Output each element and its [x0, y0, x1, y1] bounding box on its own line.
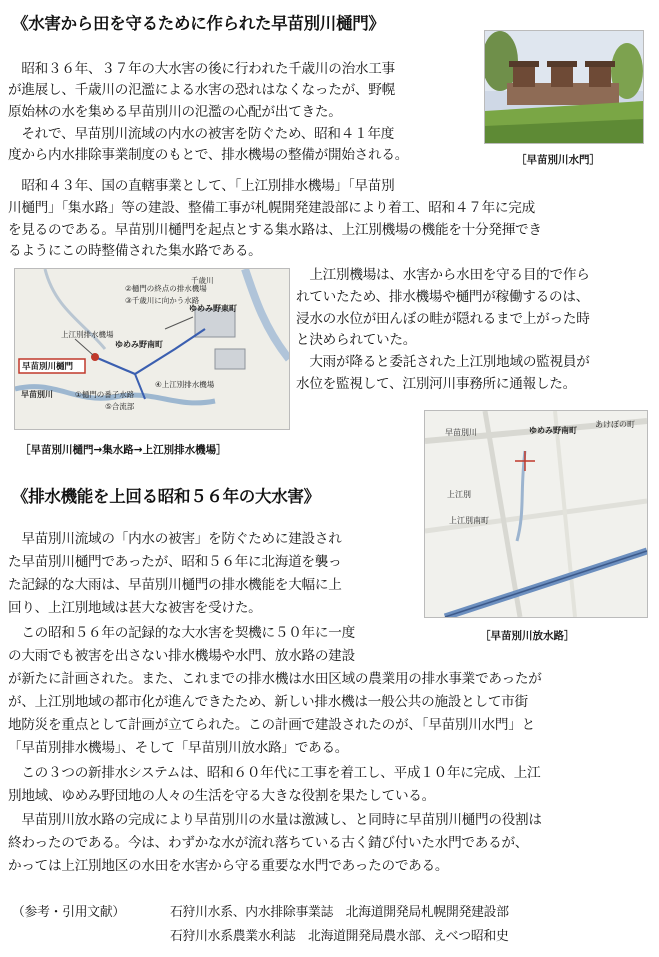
s2-line-11: この３つの新排水システムは、昭和６０年代に工事を着工し、平成１０年に完成、上江: [8, 765, 541, 781]
s2-line-14: 終わったのである。今は、わずかな水が流れ落ちている古く錆び付いた水門であるが、: [8, 835, 529, 851]
s1-line-14: 大雨が降ると委託された上江別地域の監視員が: [296, 354, 590, 370]
s2-line-6: の大雨でも被害を出さない排水機場や水門、放水路の建設: [8, 648, 355, 664]
map1-label-n1: ①樋門の番子水路: [75, 390, 135, 399]
map1-label-yumemino2: ゆめみ野南町: [115, 340, 163, 349]
references-label: （参考・引用文献）: [12, 905, 125, 920]
s2-line-15: かっては上江別地区の水田を水害から守る重要な水門であったのである。: [8, 858, 449, 874]
s2-line-5: この昭和５６年の記録的な大水害を契機に５０年に一度: [8, 625, 355, 641]
map1-label-sanaebetsu: 早苗別川: [21, 390, 53, 399]
map2-label-b: ゆめみ野南町: [529, 426, 577, 435]
s1-line-11: れていたため、排水機場や樋門が稼働するのは、: [296, 289, 590, 305]
s1-line-12: 浸水の水位が田んぼの畦が隠れるまで上がった時: [296, 311, 590, 327]
section2-heading: 《排水機能を上回る昭和５６年の大水害》: [12, 487, 320, 506]
s2-line-3: た記録的な大雨は、早苗別川樋門の排水機能を大幅に上: [8, 577, 342, 593]
map2-label-a: 早苗別川: [445, 428, 477, 437]
map1-gate-label: 早苗別川樋門: [22, 362, 74, 372]
map1-label-n4: ④上江別排水機場: [155, 380, 215, 389]
s2-line-13: 早苗別川放水路の完成により早苗別川の水量は激減し、と同時に早苗別川樋門の役割は: [8, 812, 542, 828]
photo-caption: ［早苗別川水門］: [516, 154, 600, 166]
s1-line-5: 度から内水排除事業制度のもとで、排水機場の整備が開始される。: [8, 147, 409, 163]
map1-label-n2: ②樋門の終点の排水機場: [125, 284, 207, 293]
s1-line-8: を見るのである。早苗別川樋門を起点とする集水路は、上江別機場の機能を十分発揮でき: [8, 222, 542, 238]
water-gate-photo: [484, 30, 644, 144]
s2-line-8: が、上江別地域の都市化が進んできたため、新しい排水機は一般公共の施設として市街: [8, 694, 528, 710]
map1-label-n3: ③千歳川に向かう水路: [125, 296, 200, 305]
map2-caption: ［早苗別川放水路］: [480, 630, 575, 642]
s2-line-7: が新たに計画された。また、これまでの排水機は水田区域の農業用の排水事業であったが: [8, 671, 542, 687]
map1-caption: ［早苗別川樋門→集水路→上江別排水機場］: [20, 444, 227, 456]
reference-item-2: 石狩川水系農業水利誌 北海道開発局農水部、えべつ昭和史: [170, 929, 509, 944]
map1-label-chitose: 千歳川: [191, 276, 214, 285]
map1-label-n5: ⑤合流部: [105, 402, 135, 411]
s1-line-1: 昭和３６年、３７年の大水害の後に行われた千歳川の治水工事: [8, 61, 395, 77]
s2-line-4: 回り、上江別地域は甚大な被害を受けた。: [8, 600, 262, 616]
reference-item-1: 石狩川水系、内水排除事業誌 北海道開発局札幌開発建設部: [170, 905, 509, 920]
s2-line-10: 「早苗別排水機場」、そして「早苗別川放水路」である。: [8, 740, 349, 756]
s1-line-13: と決められていた。: [296, 332, 417, 348]
map1-label-kamiebetsu: 上江別排水機場: [61, 330, 114, 339]
s1-line-10: 上江別機場は、水害から水田を守る目的で作ら: [296, 267, 590, 283]
s2-line-2: た早苗別川樋門であったが、昭和５６年に北海道を襲っ: [8, 554, 342, 570]
s1-line-15: 水位を監視して、江別河川事務所に通報した。: [296, 376, 576, 392]
s2-line-9: 地防災を重点として計画が立てられた。この計画で建設されたのが、「早苗別川水門」と: [8, 717, 535, 733]
map2-label-c: あけぼの町: [595, 420, 635, 429]
map2-label-d: 上江別: [447, 490, 471, 499]
s1-line-3: 原始林の水を集める早苗別川の氾濫の心配が出てきた。: [8, 104, 342, 120]
map1-label-yumemino: ゆめみ野東町: [189, 304, 237, 313]
section1-heading: 《水害から田を守るために作られた早苗別川樋門》: [12, 14, 385, 33]
map2-label-e: 上江別南町: [449, 516, 489, 525]
s1-line-2: が進展し、千歳川の氾濫による水害の恐れはなくなったが、野幌: [8, 82, 395, 98]
s2-line-1: 早苗別川流域の「内水の被害」を防ぐために建設され: [8, 531, 342, 547]
s1-line-9: るようにこの時整備された集水路である。: [8, 243, 262, 259]
drainage-route-map: [14, 268, 290, 430]
floodway-map: [424, 410, 648, 618]
s1-line-4: それで、早苗別川流域の内水の被害を防ぐため、昭和４１年度: [8, 126, 395, 142]
s2-line-12: 別地域、ゆめみ野団地の人々の生活を守る大きな役割を果たしている。: [8, 788, 435, 804]
s1-line-7: 川樋門」「集水路」等の建設、整備工事が札幌開発建設部により着工、昭和４７年に完成: [8, 200, 535, 216]
s1-line-6: 昭和４３年、国の直轄事業として、「上江別排水機場」「早苗別: [8, 178, 395, 194]
